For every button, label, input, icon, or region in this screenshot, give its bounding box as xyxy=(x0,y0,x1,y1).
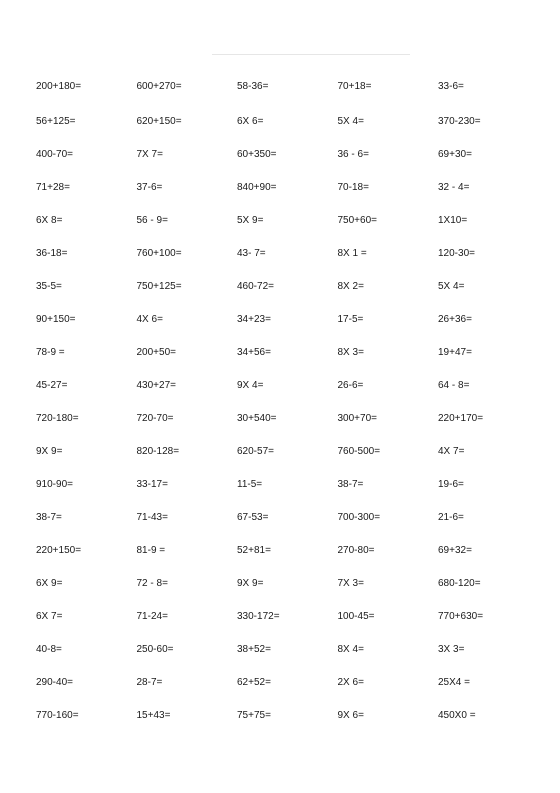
math-problem: 910-90= xyxy=(36,478,73,490)
math-problem: 32 - 4= xyxy=(438,181,470,193)
math-problem: 60+350= xyxy=(237,148,277,160)
math-problem: 430+27= xyxy=(136,379,176,391)
header-divider xyxy=(212,54,410,55)
math-problem: 9X 9= xyxy=(237,577,264,589)
math-problem: 7X 7= xyxy=(136,148,163,160)
math-problem: 120-30= xyxy=(438,247,475,259)
math-problem: 9X 6= xyxy=(337,709,364,721)
math-problem: 1X10= xyxy=(438,214,468,226)
math-problem: 5X 4= xyxy=(337,115,364,127)
problem-row xyxy=(36,666,539,699)
math-problem: 750+60= xyxy=(337,214,377,226)
math-problem: 700-300= xyxy=(337,511,381,523)
problem-row xyxy=(36,468,539,501)
math-problem: 6X 6= xyxy=(237,115,264,127)
problem-row xyxy=(36,105,539,138)
math-problem: 400-70= xyxy=(36,148,73,160)
math-problem: 9X 4= xyxy=(237,379,264,391)
math-problem: 69+32= xyxy=(438,544,472,556)
math-problem: 9X 9= xyxy=(36,445,63,457)
problem-row xyxy=(36,567,539,600)
math-problem: 71-43= xyxy=(136,511,168,523)
math-problem: 52+81= xyxy=(237,544,271,556)
math-problem: 56+125= xyxy=(36,115,76,127)
math-problem: 81-9 = xyxy=(136,544,166,556)
math-problem: 840+90= xyxy=(237,181,277,193)
math-problem: 720-70= xyxy=(136,412,174,424)
math-problem: 69+30= xyxy=(438,148,472,160)
math-problem: 290-40= xyxy=(36,676,73,688)
math-problem: 450X0 = xyxy=(438,709,476,721)
math-problem: 40-8= xyxy=(36,643,62,655)
problem-grid xyxy=(36,68,539,732)
problem-row xyxy=(36,68,539,105)
math-problem: 220+150= xyxy=(36,544,82,556)
math-problem: 64 - 8= xyxy=(438,379,470,391)
math-problem: 25X4 = xyxy=(438,676,470,688)
math-problem: 5X 9= xyxy=(237,214,264,226)
math-problem: 35-5= xyxy=(36,280,62,292)
math-problem: 30+540= xyxy=(237,412,277,424)
math-problem: 33-6= xyxy=(438,80,464,92)
math-problem: 100-45= xyxy=(337,610,375,622)
math-problem: 6X 7= xyxy=(36,610,63,622)
problem-row xyxy=(36,237,539,270)
problem-row xyxy=(36,600,539,633)
problem-row xyxy=(36,501,539,534)
math-problem: 36-18= xyxy=(36,247,68,259)
math-problem: 33-17= xyxy=(136,478,168,490)
math-problem: 19-6= xyxy=(438,478,464,490)
math-problem: 15+43= xyxy=(136,709,171,721)
math-problem: 8X 2= xyxy=(337,280,364,292)
math-problem: 4X 6= xyxy=(136,313,163,325)
math-problem: 200+180= xyxy=(36,80,82,92)
math-problem: 7X 3= xyxy=(337,577,364,589)
math-problem: 38-7= xyxy=(337,478,364,490)
math-problem: 620+150= xyxy=(136,115,182,127)
math-problem: 71+28= xyxy=(36,181,70,193)
math-problem: 72 - 8= xyxy=(136,577,168,589)
math-problem: 460-72= xyxy=(237,280,274,292)
math-problem: 34+56= xyxy=(237,346,271,358)
problem-row xyxy=(36,369,539,402)
math-problem: 680-120= xyxy=(438,577,481,589)
math-problem: 760-500= xyxy=(337,445,381,457)
math-problem: 8X 3= xyxy=(337,346,364,358)
math-problem: 250-60= xyxy=(136,643,174,655)
math-problem: 28-7= xyxy=(136,676,163,688)
problem-row xyxy=(36,699,539,732)
problem-row xyxy=(36,204,539,237)
problem-row xyxy=(36,435,539,468)
math-problem: 820-128= xyxy=(136,445,180,457)
math-problem: 770-160= xyxy=(36,709,79,721)
math-problem: 26+36= xyxy=(438,313,472,325)
math-problem: 330-172= xyxy=(237,610,280,622)
math-problem: 720-180= xyxy=(36,412,79,424)
math-problem: 2X 6= xyxy=(337,676,364,688)
math-problem: 34+23= xyxy=(237,313,271,325)
math-problem: 8X 1 = xyxy=(337,247,367,259)
math-problem: 620-57= xyxy=(237,445,274,457)
math-problem: 600+270= xyxy=(136,80,182,92)
math-problem: 11-5= xyxy=(237,478,263,490)
problem-row xyxy=(36,270,539,303)
math-problem: 750+125= xyxy=(136,280,182,292)
problem-row xyxy=(36,336,539,369)
math-problem: 6X 8= xyxy=(36,214,63,226)
math-problem: 6X 9= xyxy=(36,577,63,589)
math-problem: 3X 3= xyxy=(438,643,465,655)
math-problem: 70+18= xyxy=(337,80,372,92)
math-problem: 220+170= xyxy=(438,412,484,424)
math-problem: 38-7= xyxy=(36,511,62,523)
math-problem: 37-6= xyxy=(136,181,163,193)
math-problem: 62+52= xyxy=(237,676,271,688)
math-problem: 56 - 9= xyxy=(136,214,168,226)
math-problem: 67-53= xyxy=(237,511,269,523)
problem-row xyxy=(36,402,539,435)
math-problem: 36 - 6= xyxy=(337,148,369,160)
math-problem: 75+75= xyxy=(237,709,271,721)
problem-row xyxy=(36,633,539,666)
problem-row xyxy=(36,171,539,204)
math-problem: 770+630= xyxy=(438,610,484,622)
math-problem: 70-18= xyxy=(337,181,369,193)
math-problem: 300+70= xyxy=(337,412,377,424)
problem-row xyxy=(36,534,539,567)
math-problem: 90+150= xyxy=(36,313,76,325)
math-problem: 17-5= xyxy=(337,313,364,325)
math-problem: 43- 7= xyxy=(237,247,266,259)
math-problem: 45-27= xyxy=(36,379,68,391)
math-problem: 26-6= xyxy=(337,379,364,391)
math-problem: 270-80= xyxy=(337,544,375,556)
math-problem: 5X 4= xyxy=(438,280,465,292)
problem-row xyxy=(36,303,539,336)
math-problem: 200+50= xyxy=(136,346,176,358)
math-problem: 78-9 = xyxy=(36,346,65,358)
math-problem: 58-36= xyxy=(237,80,269,92)
math-problem: 21-6= xyxy=(438,511,464,523)
problem-row xyxy=(36,138,539,171)
math-problem: 760+100= xyxy=(136,247,182,259)
math-problem: 8X 4= xyxy=(337,643,364,655)
math-problem: 38+52= xyxy=(237,643,271,655)
math-problem: 4X 7= xyxy=(438,445,465,457)
math-problem: 370-230= xyxy=(438,115,481,127)
math-problem: 71-24= xyxy=(136,610,168,622)
math-problem: 19+47= xyxy=(438,346,472,358)
